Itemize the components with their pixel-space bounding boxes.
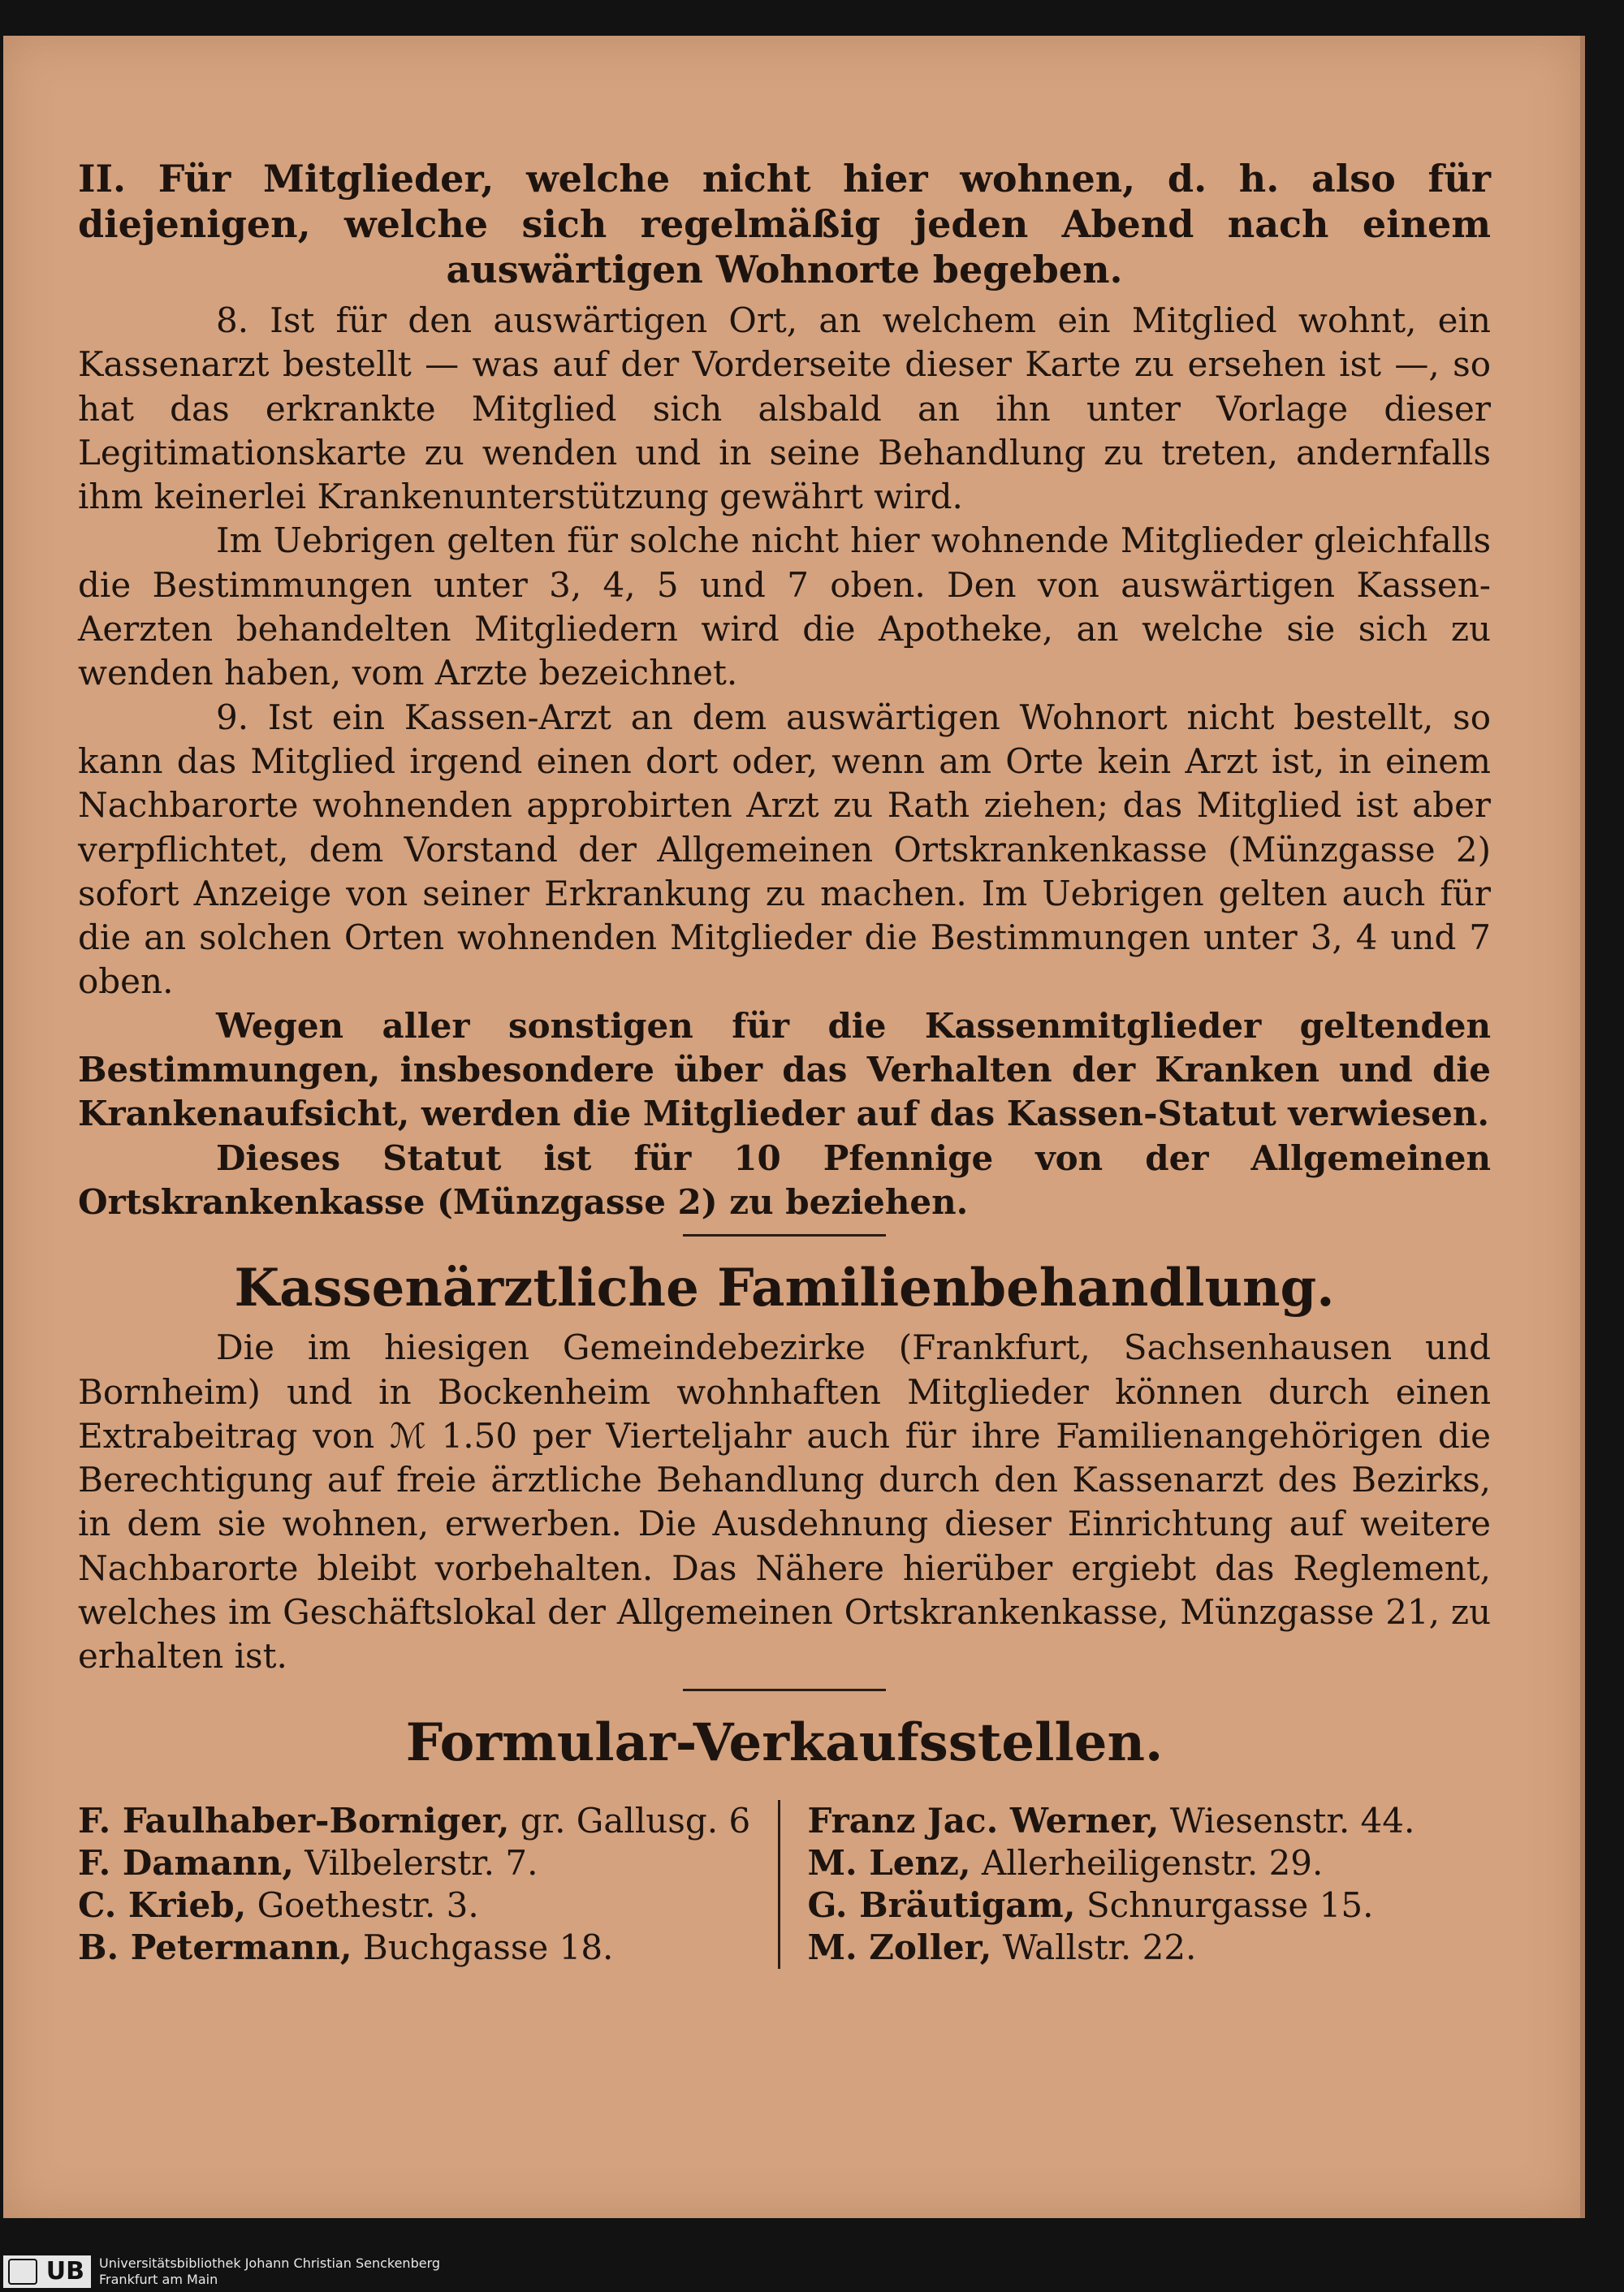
vendor-entry [78, 1842, 762, 1884]
paragraph-uebrigen: Im Uebrigen gelten für solche nicht hier wohnende Mitglieder gleichfalls die Bestimmungen unter 3, 4, 5 und 7 oben. Den von auswärtigen Kassen-Aerzten behandelten Mitgliedern wird die Apotheke, an welche sie sich zu wenden haben, vom Arzte bezeichnet. [78, 520, 1491, 693]
vendor-name: F. Faulhaber-Borniger, [78, 1800, 510, 1841]
ub-logo [3, 2255, 91, 2288]
vendor-name: M. Zoller, [807, 1927, 992, 1967]
library-footer [0, 2251, 1624, 2292]
vendor-name: C. Krieb, [78, 1884, 247, 1925]
vendor-entry [808, 1884, 1492, 1927]
vendor-address: Vilbelerstr. 7. [304, 1842, 538, 1883]
vendor-column-left [78, 1800, 778, 1969]
footer-text [99, 2255, 440, 2288]
vendor-entry [78, 1884, 762, 1927]
vendor-entry [78, 1927, 762, 1969]
paragraph-wegen: Wegen aller sonstigen für die Kassenmitglieder geltenden Bestimmungen, insbesondere über das Verhalten der Kranken und die Krankenaufsicht, werden die Mitglieder auf das Kassen-Statut verwiesen. [78, 1005, 1491, 1134]
vendor-address: Buchgasse 18. [362, 1927, 614, 1967]
page-content [78, 156, 1491, 1969]
ub-logo-text: UB [45, 2257, 84, 2286]
family-paragraph: Die im hiesigen Gemeindebezirke (Frankfurt, Sachsenhausen und Bornheim) und in Bockenheim wohnhaften Mitglieder können durch einen Extrabeitrag von ℳ 1.50 per Vierteljahr auch für ihre Familienangehörigen die Berechtigung auf freie ärztliche Behandlung durch den Kassenarzt des Bezirks, in dem sie wohnen, erwerben. Die Ausdehnung dieser Einrichtung auf weitere Nachbarorte bleibt vorbehalten. Das Nähere hierüber ergiebt das Reglement, welches im Geschäftslokal der Allgemeinen Ortskrankenkasse, Münzgasse 21, zu erhalten ist. [78, 1327, 1491, 1677]
section-heading: II. Für Mitglieder, welche nicht hier wohnen, d. h. also für diejenigen, welche sich regelmäßig jeden Abend nach einem auswärtigen Wohnorte begeben. [78, 157, 1491, 291]
paragraph-statut: Dieses Statut ist für 10 Pfennige von der Allgemeinen Ortskrankenkasse (Münzgasse 2) zu beziehen. [78, 1137, 1491, 1222]
vendor-name: F. Damann, [78, 1842, 294, 1883]
vendor-name: Franz Jac. Werner, [807, 1800, 1160, 1841]
vendor-name: M. Lenz, [807, 1842, 971, 1883]
vendor-address: Schnurgasse 15. [1086, 1884, 1374, 1925]
vendor-address: Wiesenstr. 44. [1169, 1800, 1415, 1841]
document-page [3, 36, 1585, 2218]
vendor-list [78, 1800, 1491, 1969]
footer-line-1: Universitätsbibliothek Johann Christian Senckenberg [99, 2255, 441, 2271]
vendor-entry [808, 1842, 1492, 1884]
footer-line-2: Frankfurt am Main [99, 2272, 218, 2287]
paragraph-9: 9. Ist ein Kassen-Arzt an dem auswärtigen Wohnort nicht bestellt, so kann das Mitglied irgend einen dort oder, wenn am Orte kein Arzt ist, in einem Nachbarorte wohnenden approbirten Arzt zu Rath ziehen; das Mitglied ist aber verpflichtet, dem Vorstand der Allgemeinen Ortskrankenkasse (Münzgasse 2) sofort Anzeige von seiner Erkrankung zu machen. Im Uebrigen gelten auch für die an solchen Orten wohnenden Mitglieder die Bestimmungen unter 3, 4 und 7 oben. [78, 697, 1491, 1002]
vendor-address: Goethestr. 3. [257, 1884, 479, 1925]
vendor-address: gr. Gallusg. 6 [520, 1800, 751, 1841]
divider-rule [683, 1234, 886, 1237]
vendor-entry [808, 1927, 1492, 1969]
vendors-title: Formular-Verkaufsstellen. [405, 1711, 1164, 1773]
vendor-address: Allerheiligenstr. 29. [981, 1842, 1324, 1883]
vendor-name: B. Petermann, [78, 1927, 352, 1967]
vendor-address: Wallstr. 22. [1002, 1927, 1197, 1967]
vendor-entry [808, 1800, 1492, 1842]
family-title: Kassenärztliche Familienbehandlung. [234, 1258, 1335, 1319]
vendor-entry [78, 1800, 762, 1842]
divider-rule [683, 1689, 886, 1691]
vendor-name: G. Bräutigam, [807, 1884, 1076, 1925]
vendor-column-right [778, 1800, 1492, 1969]
ub-emblem-icon [8, 2259, 37, 2285]
paragraph-8: 8. Ist für den auswärtigen Ort, an welchem ein Mitglied wohnt, ein Kassenarzt bestellt — was auf der Vorderseite dieser Karte zu ersehen ist —, so hat das erkrankte Mitglied sich alsbald an ihn unter Vorlage dieser Legitimationskarte zu wenden und in seine Behandlung zu treten, andernfalls ihm keinerlei Krankenunterstützung gewährt wird. [78, 300, 1491, 517]
